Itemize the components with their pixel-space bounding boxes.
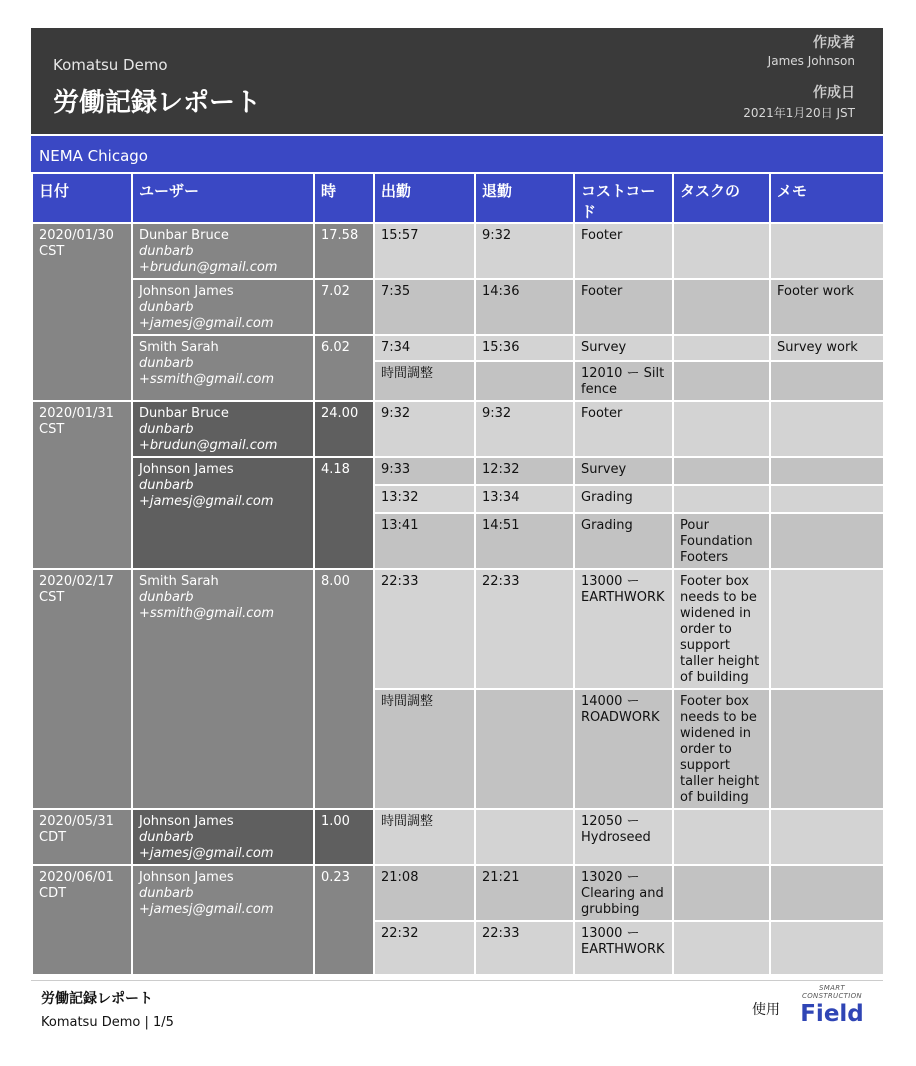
table-row [32,335,884,361]
user-cell [132,809,314,865]
user-email: +jamesj@gmail.com [139,316,274,331]
user-email: +ssmith@gmail.com [139,606,275,621]
hours-cell: 8.00 [314,569,374,809]
column-header-cost-code: コストコード [574,173,673,223]
clock-in-cell: 13:41 [374,513,475,569]
date-cell: 2020/02/17 CST [32,569,132,809]
user-name: Smith Sarah [139,340,219,355]
column-header-date: 日付 [32,173,132,223]
task-cell: Footer box needs to be widened in order to support taller height of building [673,689,770,809]
memo-cell [770,401,884,457]
organization-name: Komatsu Demo [53,56,168,74]
user-email: +brudun@gmail.com [139,260,278,275]
task-cell [673,809,770,865]
hours-cell: 0.23 [314,865,374,975]
cost-code-cell: 14000 ー ROADWORK [574,689,673,809]
table-row [32,569,884,689]
clock-out-cell [475,361,574,401]
cost-code-cell: Survey [574,335,673,361]
user-name: Johnson James [139,284,234,299]
user-cell [132,457,314,569]
clock-out-cell: 13:34 [475,485,574,513]
clock-in-cell: 9:32 [374,401,475,457]
brand-logo-top: SMART CONSTRUCTION [802,984,862,1000]
task-cell [673,279,770,335]
hours-cell: 24.00 [314,401,374,457]
cost-code-cell: 13000 ー EARTHWORK [574,921,673,975]
cost-code-cell: 13000 ー EARTHWORK [574,569,673,689]
column-header-memo: メモ [770,173,884,223]
clock-out-cell: 14:36 [475,279,574,335]
date-cell: 2020/01/30 CST [32,223,132,401]
user-name: Johnson James [139,462,234,477]
clock-in-cell: 7:34 [374,335,475,361]
cost-code-cell: Grading [574,513,673,569]
task-cell [673,361,770,401]
clock-out-cell: 9:32 [475,223,574,279]
created-by-value: James Johnson [767,54,855,68]
user-email: +jamesj@gmail.com [139,494,274,509]
footer-title: 労働記録レポート [41,991,153,1007]
clock-out-cell [475,809,574,865]
task-cell [673,921,770,975]
clock-out-cell: 14:51 [475,513,574,569]
table-row [32,809,884,865]
user-username: dunbarb [139,886,194,901]
column-header-clock-out: 退勤 [475,173,574,223]
date-cell: 2020/06/01 CDT [32,865,132,975]
task-cell [673,457,770,485]
hours-cell: 6.02 [314,335,374,401]
clock-out-cell: 9:32 [475,401,574,457]
user-email: +ssmith@gmail.com [139,372,275,387]
memo-cell: Footer work [770,279,884,335]
user-cell [132,401,314,457]
date-cell: 2020/05/31 CDT [32,809,132,865]
hours-cell: 4.18 [314,457,374,569]
memo-cell [770,689,884,809]
clock-out-cell: 12:32 [475,457,574,485]
table-row [32,457,884,485]
user-cell [132,335,314,401]
cost-code-cell: Grading [574,485,673,513]
user-username: dunbarb [139,590,194,605]
clock-in-cell: 22:33 [374,569,475,689]
task-cell: Pour Foundation Footers [673,513,770,569]
hours-cell: 17.58 [314,223,374,279]
clock-in-cell: 21:08 [374,865,475,921]
column-header-user: ユーザー [132,173,314,223]
clock-in-cell: 13:32 [374,485,475,513]
labor-table-section [31,136,883,976]
cost-code-cell: 13020 ー Clearing and grubbing [574,865,673,921]
task-cell [673,401,770,457]
brand-logo [800,984,864,1028]
user-cell [132,569,314,809]
user-username: dunbarb [139,244,194,259]
task-cell [673,865,770,921]
clock-out-cell [475,689,574,809]
user-cell [132,223,314,279]
cost-code-cell: Survey [574,457,673,485]
clock-out-cell: 21:21 [475,865,574,921]
clock-in-cell: 9:33 [374,457,475,485]
site-name: NEMA Chicago [31,136,883,172]
clock-in-cell: 時間調整 [374,361,475,401]
memo-cell [770,921,884,975]
created-date-value: 2021年1月20日 JST [743,106,855,120]
user-cell [132,279,314,335]
user-username: dunbarb [139,356,194,371]
user-name: Johnson James [139,870,234,885]
hours-cell: 1.00 [314,809,374,865]
user-cell [132,865,314,975]
user-name: Dunbar Bruce [139,406,229,421]
table-row [32,279,884,335]
labor-table [31,172,885,976]
brand-logo-main: Field [800,1001,864,1027]
task-cell [673,485,770,513]
task-cell [673,223,770,279]
user-username: dunbarb [139,830,194,845]
clock-in-cell: 22:32 [374,921,475,975]
clock-out-cell: 22:33 [475,921,574,975]
user-username: dunbarb [139,478,194,493]
hours-cell: 7.02 [314,279,374,335]
memo-cell [770,457,884,485]
cost-code-cell: 12010 ー Silt fence [574,361,673,401]
cost-code-cell: Footer [574,279,673,335]
table-header-row [32,173,884,223]
memo-cell [770,485,884,513]
memo-cell [770,865,884,921]
date-cell: 2020/01/31 CST [32,401,132,569]
cost-code-cell: 12050 ー Hydroseed [574,809,673,865]
memo-cell [770,809,884,865]
report-header [31,28,883,134]
clock-in-cell: 7:35 [374,279,475,335]
cost-code-cell: Footer [574,223,673,279]
created-by-label: 作成者 [813,35,855,51]
powered-by-label: 使用 [752,1002,780,1018]
table-row [32,223,884,279]
footer-page-info: Komatsu Demo | 1/5 [41,1015,174,1030]
memo-cell [770,513,884,569]
user-name: Smith Sarah [139,574,219,589]
table-row [32,401,884,457]
column-header-task: タスクの [673,173,770,223]
user-email: +brudun@gmail.com [139,438,278,453]
clock-out-cell: 15:36 [475,335,574,361]
column-header-clock-in: 出勤 [374,173,475,223]
memo-cell [770,361,884,401]
column-header-hours: 時 [314,173,374,223]
user-email: +jamesj@gmail.com [139,902,274,917]
report-title: 労働記録レポート [53,88,262,118]
task-cell [673,335,770,361]
table-row [32,865,884,921]
user-email: +jamesj@gmail.com [139,846,274,861]
cost-code-cell: Footer [574,401,673,457]
memo-cell: Survey work [770,335,884,361]
memo-cell [770,223,884,279]
task-cell: Footer box needs to be widened in order to support taller height of building [673,569,770,689]
clock-in-cell: 15:57 [374,223,475,279]
clock-in-cell: 時間調整 [374,689,475,809]
user-username: dunbarb [139,300,194,315]
footer-divider [31,980,883,981]
clock-out-cell: 22:33 [475,569,574,689]
memo-cell [770,569,884,689]
clock-in-cell: 時間調整 [374,809,475,865]
user-username: dunbarb [139,422,194,437]
user-name: Dunbar Bruce [139,228,229,243]
user-name: Johnson James [139,814,234,829]
created-date-label: 作成日 [813,85,855,101]
